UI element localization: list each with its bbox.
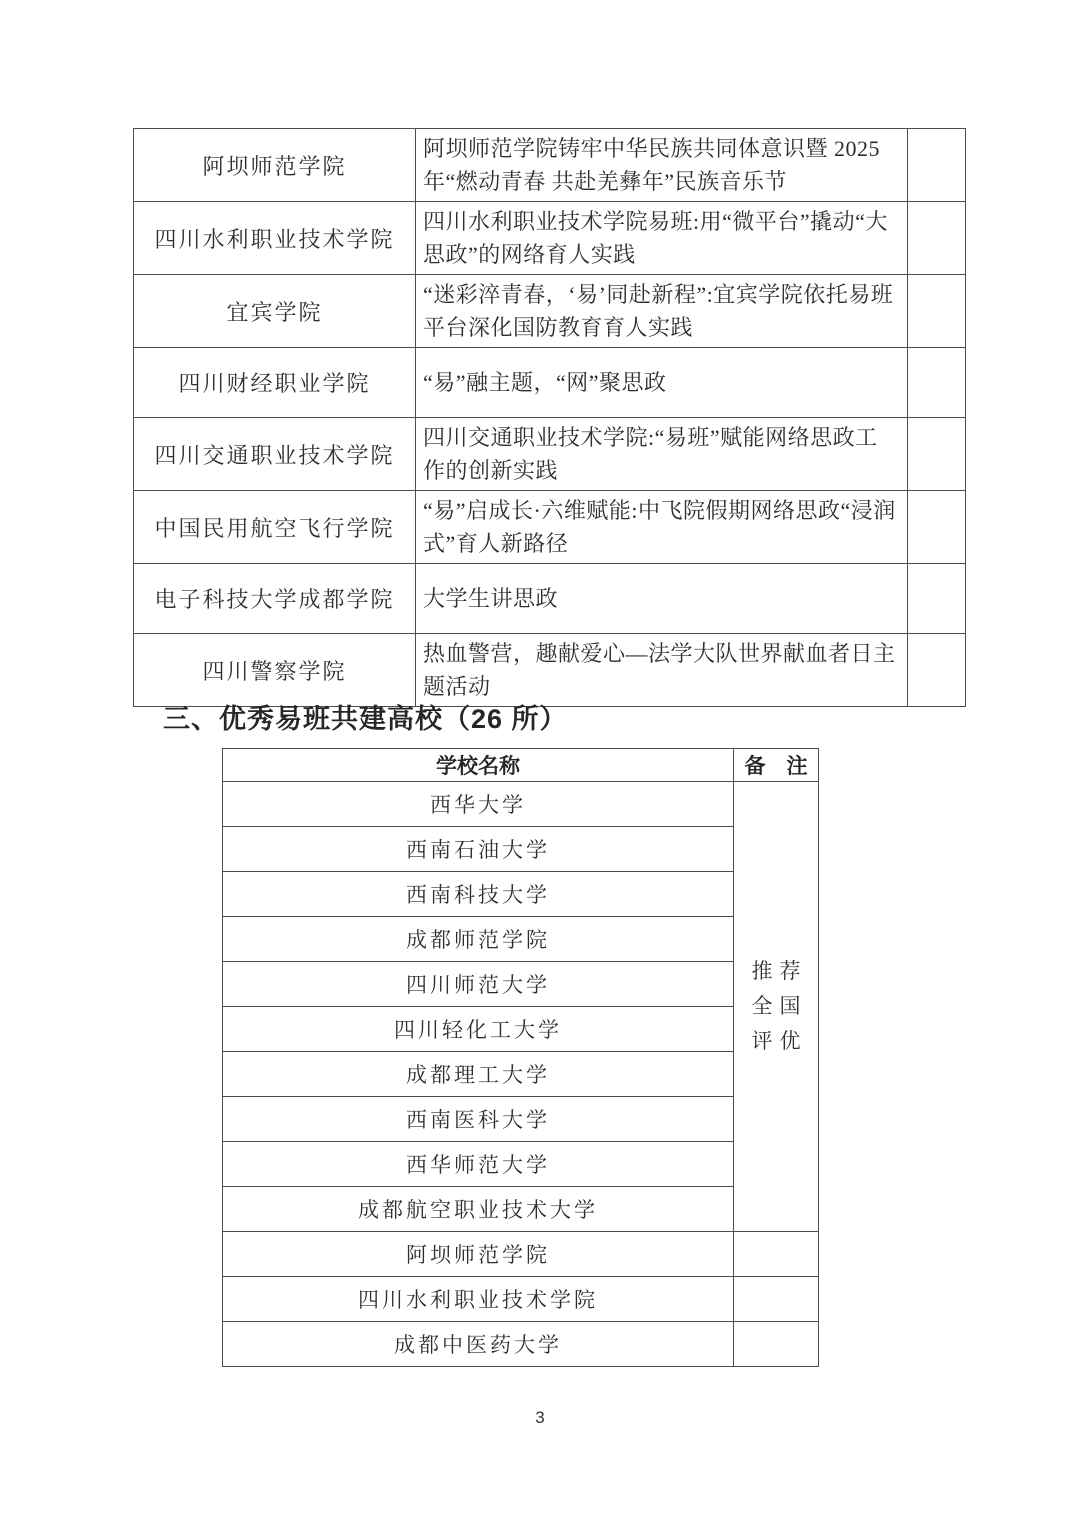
project-cell: 阿坝师范学院铸牢中华民族共同体意识暨 2025 年“燃动青春 共赴羌彝年”民族音乐节 <box>416 129 908 202</box>
school-cell: 成都中医药大学 <box>223 1322 734 1367</box>
project-cell: 热血警营，趣献爱心—法学大队世界献血者日主题活动 <box>416 634 908 707</box>
project-cell: “迷彩淬青春，‘易’同赴新程”:宜宾学院依托易班平台深化国防教育育人实践 <box>416 275 908 348</box>
column-header-school: 学校名称 <box>223 749 734 782</box>
school-cell: 西南石油大学 <box>223 827 734 872</box>
school-cell: 四川交通职业技术学院 <box>134 418 416 491</box>
page-number: 3 <box>535 1408 545 1427</box>
table-row <box>223 1322 819 1367</box>
project-cell: 大学生讲思政 <box>416 564 908 634</box>
school-cell: 成都航空职业技术大学 <box>223 1187 734 1232</box>
project-cell: “易”启成长·六维赋能:中飞院假期网络思政“浸润式”育人新路径 <box>416 491 908 564</box>
awards-table <box>133 128 966 707</box>
school-cell: 四川水利职业技术学院 <box>223 1277 734 1322</box>
school-cell: 中国民用航空飞行学院 <box>134 491 416 564</box>
table-row <box>223 917 819 962</box>
school-cell: 西华大学 <box>223 782 734 827</box>
remark-cell-empty <box>908 634 966 707</box>
column-header-remark: 备 注 <box>734 749 819 782</box>
table-row <box>223 1232 819 1277</box>
remark-cell-empty <box>908 348 966 418</box>
table-row <box>223 1277 819 1322</box>
remark-cell-empty <box>908 564 966 634</box>
remark-cell-empty <box>908 418 966 491</box>
table-row <box>134 348 966 418</box>
table-row <box>223 1187 819 1232</box>
school-cell: 西华师范大学 <box>223 1142 734 1187</box>
remark-cell-empty <box>908 202 966 275</box>
remark-line: 评优 <box>751 1029 808 1053</box>
school-cell: 成都师范学院 <box>223 917 734 962</box>
remark-cell-empty <box>908 129 966 202</box>
table-row <box>134 129 966 202</box>
remark-cell-empty <box>734 1277 819 1322</box>
table-row <box>134 275 966 348</box>
school-cell: 四川水利职业技术学院 <box>134 202 416 275</box>
project-cell: 四川水利职业技术学院易班:用“微平台”撬动“大思政”的网络育人实践 <box>416 202 908 275</box>
table-row <box>223 1097 819 1142</box>
table-row <box>223 1007 819 1052</box>
section-heading: 三、优秀易班共建高校（26 所） <box>163 704 568 734</box>
table-row <box>223 782 819 827</box>
table-row <box>223 1142 819 1187</box>
remark-cell-empty <box>734 1232 819 1277</box>
table-row <box>223 962 819 1007</box>
schools-table <box>222 748 819 1367</box>
school-cell: 成都理工大学 <box>223 1052 734 1097</box>
school-cell: 电子科技大学成都学院 <box>134 564 416 634</box>
project-cell: 四川交通职业技术学院:“易班”赋能网络思政工作的创新实践 <box>416 418 908 491</box>
remark-cell-empty <box>734 1322 819 1367</box>
table-row <box>134 634 966 707</box>
school-cell: 西南医科大学 <box>223 1097 734 1142</box>
remark-cell-empty <box>908 275 966 348</box>
school-cell: 西南科技大学 <box>223 872 734 917</box>
table-row <box>223 1052 819 1097</box>
school-cell: 阿坝师范学院 <box>223 1232 734 1277</box>
remark-cell-merged <box>734 782 819 1232</box>
table-row <box>223 827 819 872</box>
table-row <box>134 491 966 564</box>
table-row <box>223 872 819 917</box>
school-cell: 宜宾学院 <box>134 275 416 348</box>
project-cell: “易”融主题，“网”聚思政 <box>416 348 908 418</box>
table-row <box>134 564 966 634</box>
remark-line: 推荐 <box>751 959 808 983</box>
remark-line: 全国 <box>751 994 808 1018</box>
school-cell: 阿坝师范学院 <box>134 129 416 202</box>
table-header-row <box>223 749 819 782</box>
school-cell: 四川师范大学 <box>223 962 734 1007</box>
remark-cell-empty <box>908 491 966 564</box>
table-row <box>134 202 966 275</box>
school-cell: 四川财经职业学院 <box>134 348 416 418</box>
table-row <box>134 418 966 491</box>
school-cell: 四川轻化工大学 <box>223 1007 734 1052</box>
school-cell: 四川警察学院 <box>134 634 416 707</box>
